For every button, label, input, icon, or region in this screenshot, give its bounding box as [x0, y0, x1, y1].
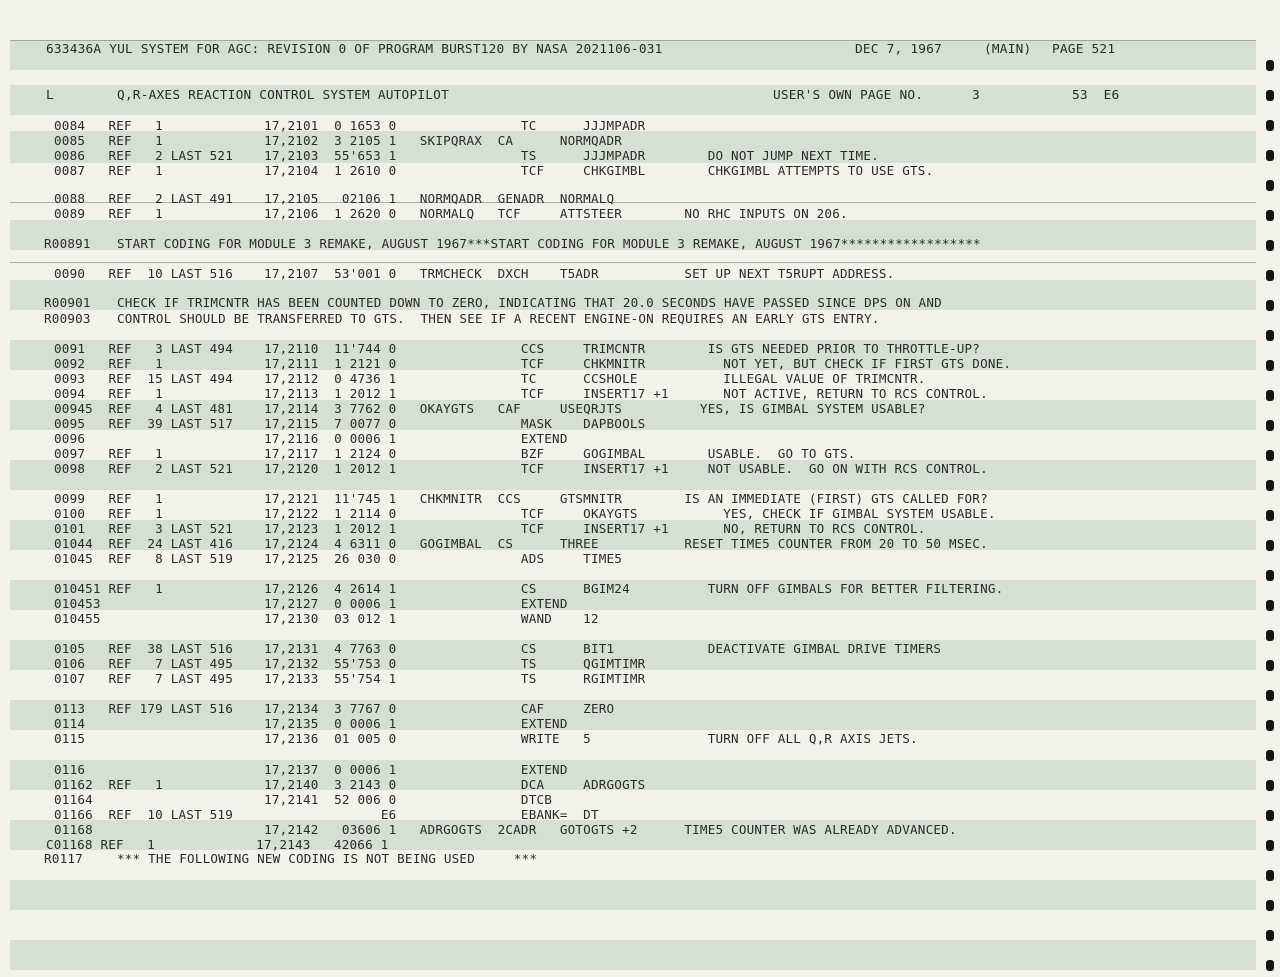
feed-hole-icon: [1266, 240, 1274, 251]
listing-prefix: R0117: [44, 851, 83, 866]
listing-line: 0092 REF 1 17,2111 1 2121 0 TCF CHKMNITR NOT YET, BUT CHECK IF FIRST GTS DONE.: [54, 356, 1012, 371]
listing-line: 0091 REF 3 LAST 494 17,2110 11'744 0 CCS TRIMCNTR IS GTS NEEDED PRIOR TO THROTTLE-UP?: [54, 341, 981, 356]
feed-hole-icon: [1266, 690, 1274, 701]
users-page-label: USER'S OWN PAGE NO.: [773, 88, 924, 103]
listing-line: CHECK IF TRIMCNTR HAS BEEN COUNTED DOWN TO ZERO, INDICATING THAT 20.0 SECONDS HAVE PASSED SINCE DPS ON AND: [117, 295, 942, 310]
header-main: (MAIN): [984, 42, 1032, 57]
listing-prefix: R00903: [44, 311, 91, 326]
header-page: PAGE 521: [1052, 42, 1116, 57]
feed-hole-icon: [1266, 300, 1274, 311]
feed-hole-icon: [1266, 150, 1274, 161]
feed-hole-icon: [1266, 540, 1274, 551]
listing-line: 01168 17,2142 03606 1 ADRGOGTS 2CADR GOTOGTS +2 TIME5 COUNTER WAS ALREADY ADVANCED.: [54, 822, 957, 837]
feed-hole-icon: [1266, 270, 1274, 281]
header-date: DEC 7, 1967: [855, 42, 942, 57]
listing-line: 0115 17,2136 01 005 0 WRITE 5 TURN OFF ALL Q,R AXIS JETS.: [54, 731, 918, 746]
listing-line: 00945 REF 4 LAST 481 17,2114 3 7762 0 OKAYGTS CAF USEQRJTS YES, IS GIMBAL SYSTEM USABLE?: [54, 401, 926, 416]
feed-hole-icon: [1266, 810, 1274, 821]
feed-hole-icon: [1266, 720, 1274, 731]
listing-prefix: R00891: [44, 236, 91, 251]
subheader-title: Q,R-AXES REACTION CONTROL SYSTEM AUTOPILOT: [117, 88, 449, 103]
listing-line: 0090 REF 10 LAST 516 17,2107 53'001 0 TRMCHECK DXCH T5ADR SET UP NEXT T5RUPT ADDRESS.: [54, 266, 895, 281]
listing-line: 01164 17,2141 52 006 0 DTCB: [54, 792, 553, 807]
listing-line: 0107 REF 7 LAST 495 17,2133 55'754 1 TS RGIMTIMR: [54, 671, 646, 686]
green-band: [10, 880, 1256, 910]
feed-hole-icon: [1266, 900, 1274, 911]
listing-line: 0113 REF 179 LAST 516 17,2134 3 7767 0 CAF ZERO: [54, 701, 615, 716]
feed-hole-icon: [1266, 480, 1274, 491]
feed-hole-icon: [1266, 120, 1274, 131]
feed-hole-icon: [1266, 90, 1274, 101]
listing-line: 0097 REF 1 17,2117 1 2124 0 BZF GOGIMBAL USABLE. GO TO GTS.: [54, 446, 856, 461]
listing-line: 010453 17,2127 0 0006 1 EXTEND: [54, 596, 568, 611]
feed-hole-icon: [1266, 60, 1274, 71]
users-page-number: 3: [972, 88, 980, 103]
listing-line: 0116 17,2137 0 0006 1 EXTEND: [54, 762, 568, 777]
feed-hole-icon: [1266, 870, 1274, 881]
listing-line: 010451 REF 1 17,2126 4 2614 1 CS BGIM24 TURN OFF GIMBALS FOR BETTER FILTERING.: [54, 581, 1004, 596]
subheader-marker: L: [46, 88, 54, 103]
listing-line: 0106 REF 7 LAST 495 17,2132 55'753 0 TS QGIMTIMR: [54, 656, 646, 671]
listing-line: 0101 REF 3 LAST 521 17,2123 1 2012 1 TCF INSERT17 +1 NO, RETURN TO RCS CONTROL.: [54, 521, 926, 536]
feed-hole-icon: [1266, 930, 1274, 941]
listing-line: START CODING FOR MODULE 3 REMAKE, AUGUST 1967***START CODING FOR MODULE 3 REMAKE, AUGUST 1967******************: [117, 236, 981, 251]
listing-line: 01045 REF 8 LAST 519 17,2125 26 030 0 ADS TIME5: [54, 551, 623, 566]
header-title: 633436A YUL SYSTEM FOR AGC: REVISION 0 OF PROGRAM BURST120 BY NASA 2021106-031: [46, 42, 663, 57]
listing-line: 010455 17,2130 03 012 1 WAND 12: [54, 611, 599, 626]
listing-line: 0087 REF 1 17,2104 1 2610 0 TCF CHKGIMBL CHKGIMBL ATTEMPTS TO USE GTS.: [54, 163, 934, 178]
feed-hole-icon: [1266, 750, 1274, 761]
feed-hole-icon: [1266, 660, 1274, 671]
listing-line: 0094 REF 1 17,2113 1 2012 1 TCF INSERT17 +1 NOT ACTIVE, RETURN TO RCS CONTROL.: [54, 386, 988, 401]
feed-hole-icon: [1266, 210, 1274, 221]
listing-line: 0096 17,2116 0 0006 1 EXTEND: [54, 431, 568, 446]
listing-line: 0114 17,2135 0 0006 1 EXTEND: [54, 716, 568, 731]
listing-line: 0098 REF 2 LAST 521 17,2120 1 2012 1 TCF INSERT17 +1 NOT USABLE. GO ON WITH RCS CONTROL.: [54, 461, 988, 476]
listing-line: 0088 REF 2 LAST 491 17,2105 02106 1 NORMQADR GENADR NORMALQ: [54, 191, 615, 206]
feed-hole-icon: [1266, 960, 1274, 971]
listing-line: 0100 REF 1 17,2122 1 2114 0 TCF OKAYGTS YES, CHECK IF GIMBAL SYSTEM USABLE.: [54, 506, 996, 521]
listing-line: *** THE FOLLOWING NEW CODING IS NOT BEING USED ***: [117, 851, 538, 866]
listing-line: CONTROL SHOULD BE TRANSFERRED TO GTS. THEN SEE IF A RECENT ENGINE-ON REQUIRES AN EARLY GTS ENTRY.: [117, 311, 880, 326]
feed-hole-icon: [1266, 180, 1274, 191]
band-rule: [10, 40, 1256, 41]
listing-line: 01162 REF 1 17,2140 3 2143 0 DCA ADRGOGTS: [54, 777, 646, 792]
feed-hole-icon: [1266, 510, 1274, 521]
feed-hole-icon: [1266, 570, 1274, 581]
listing-line: 01166 REF 10 LAST 519 E6 EBANK= DT: [54, 807, 599, 822]
listing-line: C01168 REF 1 17,2143 42066 1: [46, 837, 389, 852]
feed-hole-icon: [1266, 630, 1274, 641]
listing-line: 0089 REF 1 17,2106 1 2620 0 NORMALQ TCF ATTSTEER NO RHC INPUTS ON 206.: [54, 206, 848, 221]
listing-line: 0093 REF 15 LAST 494 17,2112 0 4736 1 TC CCSHOLE ILLEGAL VALUE OF TRIMCNTR.: [54, 371, 926, 386]
listing-prefix: R00901: [44, 295, 91, 310]
feed-hole-icon: [1266, 780, 1274, 791]
feed-hole-icon: [1266, 330, 1274, 341]
subheader-codes: 53 E6: [1072, 88, 1120, 103]
feed-hole-icon: [1266, 420, 1274, 431]
listing-line: 0084 REF 1 17,2101 0 1653 0 TC JJJMPADR: [54, 118, 646, 133]
listing-line: 0099 REF 1 17,2121 11'745 1 CHKMNITR CCS GTSMNITR IS AN IMMEDIATE (FIRST) GTS CALLED FOR?: [54, 491, 988, 506]
listing-line: 0085 REF 1 17,2102 3 2105 1 SKIPQRAX CA NORMQADR: [54, 133, 623, 148]
feed-hole-icon: [1266, 450, 1274, 461]
feed-hole-icon: [1266, 390, 1274, 401]
listing-line: 0095 REF 39 LAST 517 17,2115 7 0077 0 MASK DAPBOOLS: [54, 416, 646, 431]
band-rule: [10, 262, 1256, 263]
green-band: [10, 940, 1256, 970]
feed-hole-icon: [1266, 840, 1274, 851]
listing-line: 0105 REF 38 LAST 516 17,2131 4 7763 0 CS BIT1 DEACTIVATE GIMBAL DRIVE TIMERS: [54, 641, 942, 656]
feed-hole-icon: [1266, 600, 1274, 611]
listing-line: 01044 REF 24 LAST 416 17,2124 4 6311 0 GOGIMBAL CS THREE RESET TIME5 COUNTER FROM 20 TO 50 MSEC.: [54, 536, 988, 551]
feed-hole-icon: [1266, 360, 1274, 371]
listing-line: 0086 REF 2 LAST 521 17,2103 55'653 1 TS JJJMPADR DO NOT JUMP NEXT TIME.: [54, 148, 879, 163]
